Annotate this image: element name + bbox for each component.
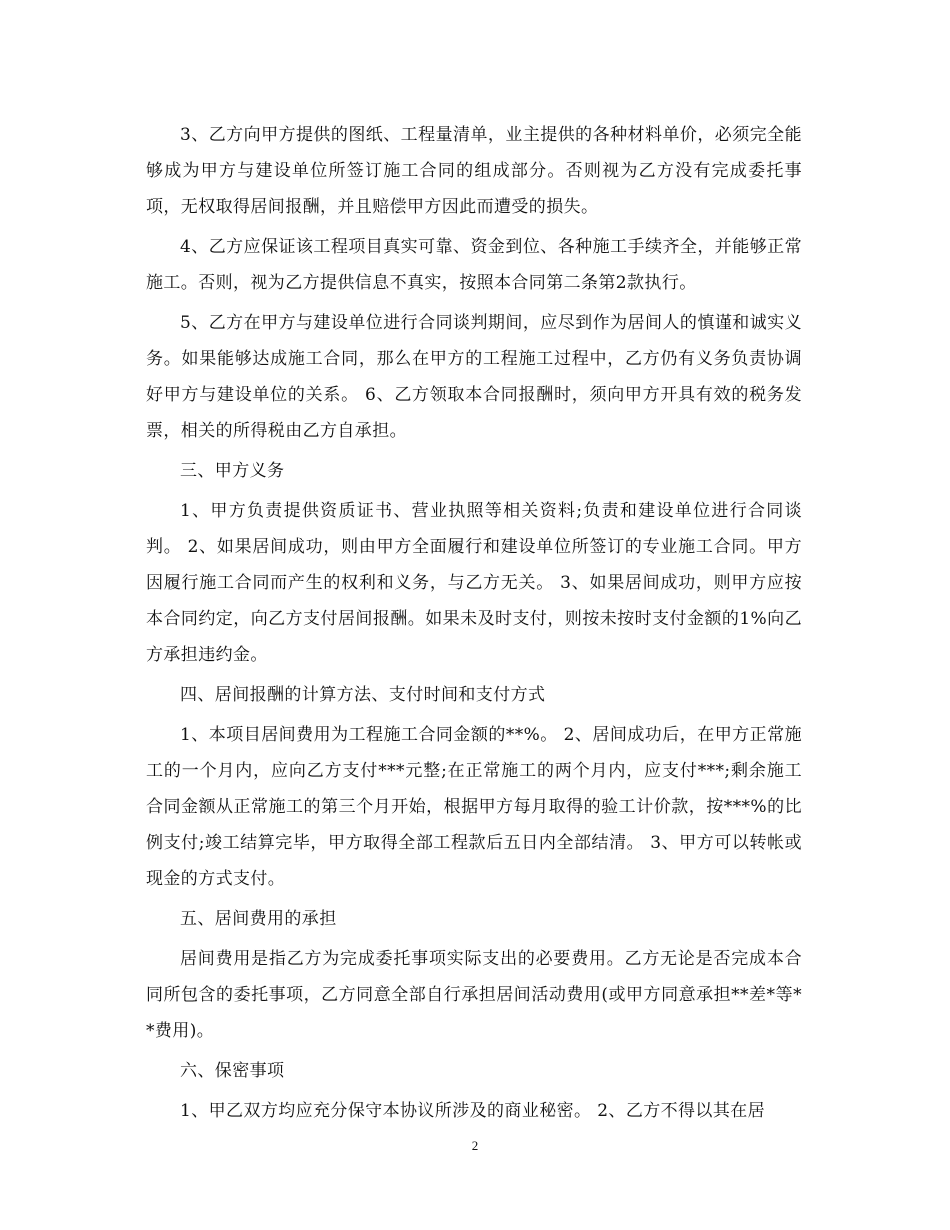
section-heading-remuneration: 四、居间报酬的计算方法、支付时间和支付方式 (180, 685, 546, 705)
paragraph-remuneration: 1、本项目居间费用为工程施工合同金额的**%。 2、居间成功后，在甲方正常施工的一个月内，应向乙方支付***元整;在正常施工的两个月内，应支付***;剩余施工合同金额从正常施工的第三个月开始，根据甲方每月取得的验工计价款，按***%的比例支付;竣工结算完毕，甲方取得全部工程款后五日内全部结清。 3、甲方可以转帐或现金的方式支付。 (146, 725, 802, 889)
paragraph-expenses: 居间费用是指乙方为完成委托事项实际支出的必要费用。乙方无论是否完成本合同所包含的委托事项，乙方同意全部自行承担居间活动费用(或甲方同意承担**差*等**费用)。 (146, 949, 802, 1041)
paragraph-party-a-obligations: 1、甲方负责提供资质证书、营业执照等相关资料;负责和建设单位进行合同谈判。 2、如果居间成功，则由甲方全面履行和建设单位所签订的专业施工合同。甲方因履行施工合同而产生的权利和义务，与乙方无关。 3、如果居间成功，则甲方应按本合同约定，向乙方支付居间报酬。如果未及时支付，则按未按时支付金额的1%向乙方承担违约金。 (146, 501, 802, 665)
section-heading-confidentiality: 六、保密事项 (180, 1061, 285, 1081)
page-number: 2 (471, 1138, 479, 1153)
paragraph-clause-4: 4、乙方应保证该工程项目真实可靠、资金到位、各种施工手续齐全，并能够正常施工。否则，视为乙方提供信息不真实，按照本合同第二条第2款执行。 (146, 237, 802, 293)
section-heading-party-a-obligations: 三、甲方义务 (180, 461, 285, 481)
section-heading-expenses: 五、居间费用的承担 (180, 909, 337, 929)
paragraph-clause-5-6: 5、乙方在甲方与建设单位进行合同谈判期间，应尽到作为居间人的慎谨和诚实义务。如果能够达成施工合同，那么在甲方的工程施工过程中，乙方仍有义务负责协调好甲方与建设单位的关系。 6、乙方领取本合同报酬时，须向甲方开具有效的税务发票，相关的所得税由乙方自承担。 (146, 313, 802, 441)
document-body (146, 117, 802, 1133)
paragraph-clause-3: 3、乙方向甲方提供的图纸、工程量清单，业主提供的各种材料单价，必须完全能够成为甲方与建设单位所签订施工合同的组成部分。否则视为乙方没有完成委托事项，无权取得居间报酬，并且赔偿甲方因此而遭受的损失。 (146, 125, 802, 217)
paragraph-confidentiality: 1、甲乙双方均应充分保守本协议所涉及的商业秘密。 2、乙方不得以其在居 (180, 1101, 766, 1121)
